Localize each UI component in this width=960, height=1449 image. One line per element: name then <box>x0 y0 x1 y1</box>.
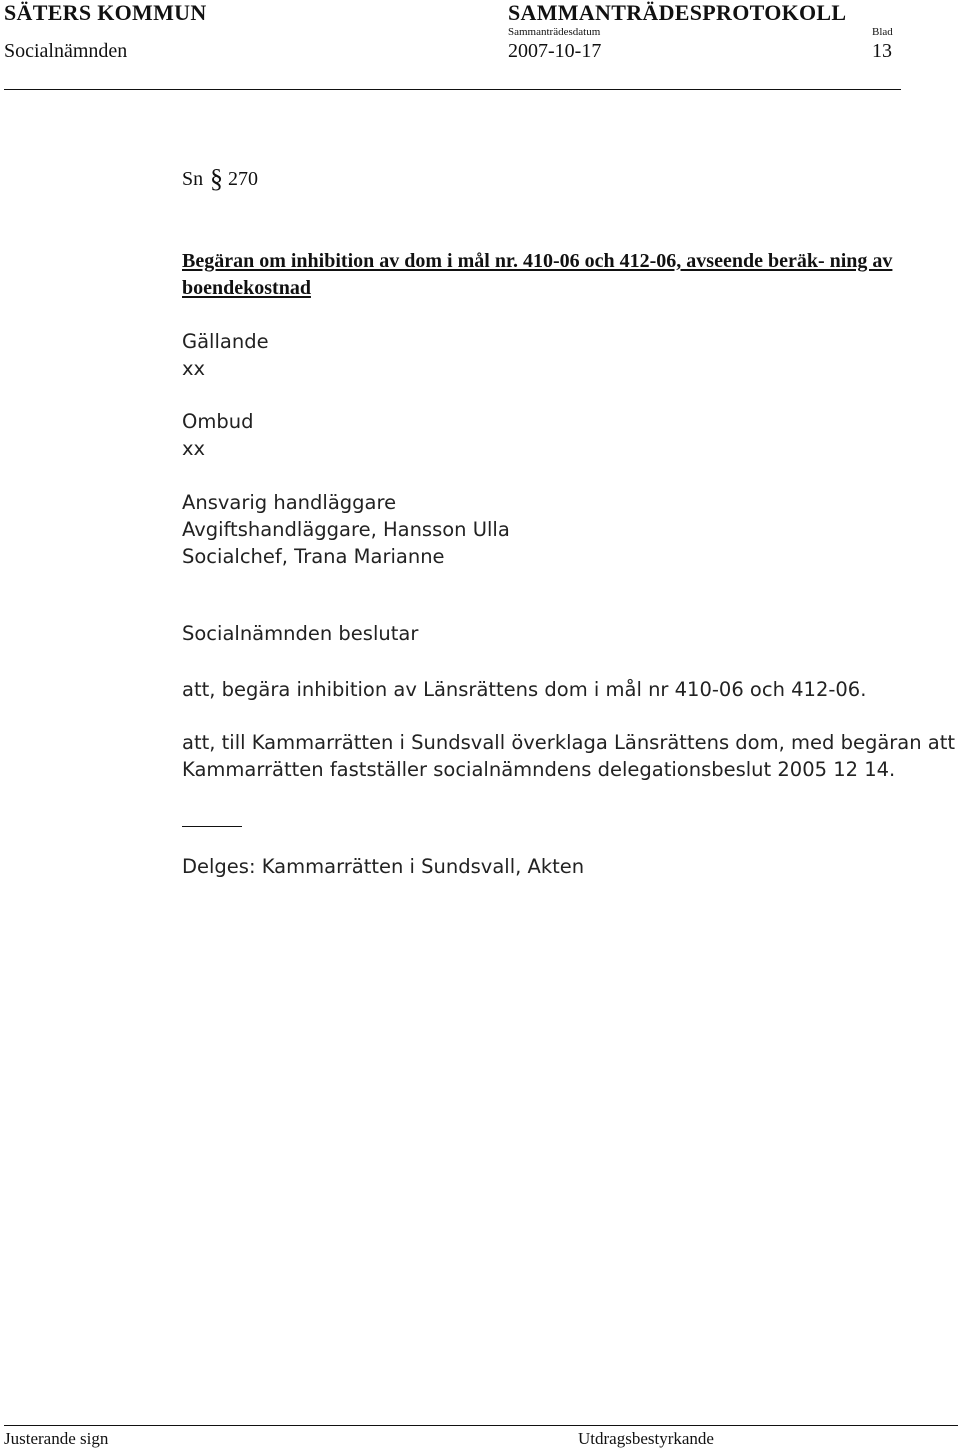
decision-point: att, till Kammarrätten i Sundsvall överklaga Länsrättens dom, med begäran att <box>182 731 956 754</box>
paragraph-sign: § <box>210 164 223 193</box>
responsible-person: Avgiftshandläggare, Hansson Ulla <box>182 518 510 541</box>
responsible-label: Ansvarig handläggare <box>182 491 397 514</box>
concerning-value: xx <box>182 357 206 380</box>
decision-point-continued: Kammarrätten fastställer socialnämndens delegationsbeslut 2005 12 14. <box>182 758 896 781</box>
item-title: Begäran om inhibition av dom i mål nr. 410-06 och 412-06, avseende beräk- ning av boendekostnad <box>182 250 893 299</box>
org-name: SÄTERS KOMMUN <box>4 0 207 25</box>
representative-value: xx <box>182 437 206 460</box>
protocol-title: SAMMANTRÄDESPROTOKOLL <box>508 0 847 25</box>
meeting-date: 2007-10-17 <box>508 40 602 62</box>
header-divider <box>4 89 901 90</box>
date-caption: Sammanträdesdatum <box>508 26 601 38</box>
concerning-label: Gällande <box>182 330 269 353</box>
committee-name: Socialnämnden <box>4 40 128 62</box>
decision-heading: Socialnämnden beslutar <box>182 622 419 645</box>
footer-sign-label: Justerande sign <box>4 1429 109 1448</box>
footer-extract-label: Utdragsbestyrkande <box>578 1429 714 1448</box>
section-divider <box>182 826 242 827</box>
page-number: 13 <box>872 40 892 62</box>
responsible-person: Socialchef, Trana Marianne <box>182 545 445 568</box>
page-caption: Blad <box>872 26 893 38</box>
paragraph-number: 270 <box>228 168 258 190</box>
decision-point: att, begära inhibition av Länsrättens dom i mål nr 410-06 och 412-06. <box>182 678 867 701</box>
distribution-list: Delges: Kammarrätten i Sundsvall, Akten <box>182 855 585 878</box>
footer-divider <box>4 1425 958 1426</box>
representative-label: Ombud <box>182 410 254 433</box>
paragraph-prefix: Sn <box>182 168 204 190</box>
